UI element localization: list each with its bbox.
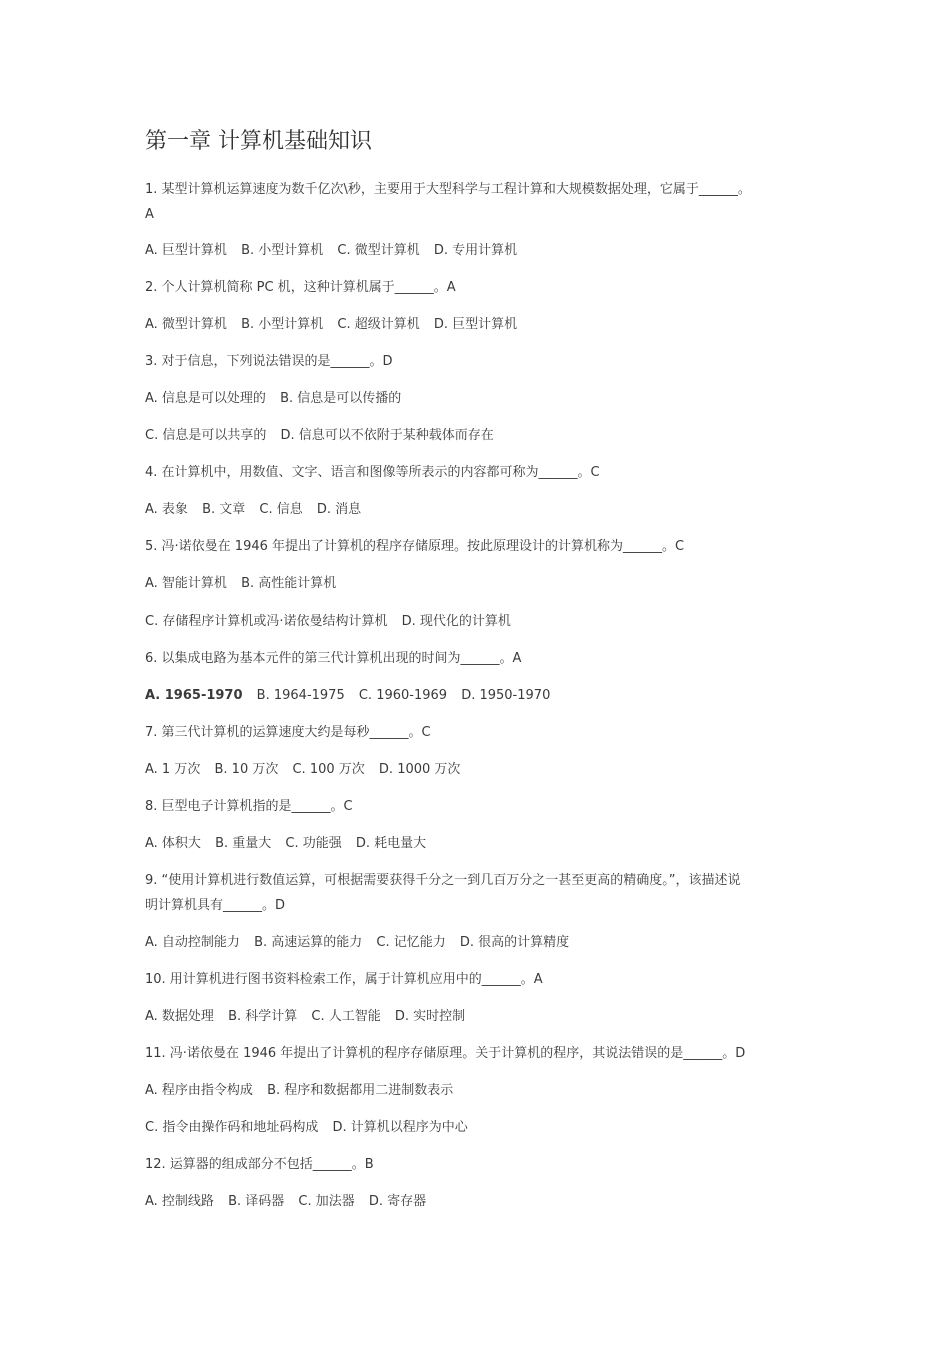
question-5-text: 5. 冯·诺依曼在 1946 年提出了计算机的程序存储原理。按此原理设计的计算机称为______。C bbox=[145, 539, 685, 554]
option-d: D. 专用计算机 bbox=[433, 243, 518, 258]
question-8-text: 8. 巨型电子计算机指的是______。C bbox=[145, 799, 353, 814]
option-a: A. 微型计算机 bbox=[145, 317, 227, 332]
question-10-options bbox=[145, 1007, 475, 1027]
option-c: C. 人工智能 bbox=[311, 1009, 381, 1024]
option-b: B. 高速运算的能力 bbox=[254, 935, 363, 950]
option-d: D. 现代化的计算机 bbox=[401, 614, 511, 629]
option-d: D. 很高的计算精度 bbox=[459, 935, 570, 950]
question-1-answer: A bbox=[145, 207, 154, 222]
question-5-options-row1 bbox=[145, 574, 346, 594]
option-d: D. 耗电量大 bbox=[355, 836, 427, 851]
question-9-text-cont: 明计算机具有______。D bbox=[145, 898, 286, 913]
question-11-options-row2 bbox=[145, 1118, 478, 1138]
question-12-options bbox=[145, 1192, 436, 1212]
question-3-options-row1 bbox=[145, 389, 411, 409]
option-d: D. 信息可以不依附于某种载体而存在 bbox=[280, 428, 494, 443]
question-10-text: 10. 用计算机进行图书资料检索工作，属于计算机应用中的______。A bbox=[145, 972, 543, 987]
option-c: C. 指令由操作码和地址码构成 bbox=[145, 1120, 319, 1135]
question-2-options bbox=[145, 315, 527, 335]
option-a: A. 信息是可以处理的 bbox=[145, 391, 266, 406]
option-a: A. 控制线路 bbox=[145, 1194, 214, 1209]
option-b: B. 1964-1975 bbox=[256, 688, 345, 703]
option-a: A. 数据处理 bbox=[145, 1009, 214, 1024]
option-c: C. 信息是可以共享的 bbox=[145, 428, 267, 443]
question-11-options-row1 bbox=[145, 1081, 463, 1101]
option-d: D. 实时控制 bbox=[394, 1009, 466, 1024]
option-d: D. 1950-1970 bbox=[461, 688, 551, 703]
option-a: A. 表象 bbox=[145, 502, 188, 517]
option-c: C. 功能强 bbox=[285, 836, 342, 851]
question-7-options bbox=[145, 760, 470, 780]
question-12-text: 12. 运算器的组成部分不包括______。B bbox=[145, 1157, 374, 1172]
option-b: B. 译码器 bbox=[228, 1194, 285, 1209]
question-5-options-row2 bbox=[145, 612, 521, 632]
option-c: C. 记忆能力 bbox=[376, 935, 446, 950]
option-d: D. 消息 bbox=[316, 502, 362, 517]
option-b: B. 小型计算机 bbox=[241, 243, 324, 258]
question-9-options bbox=[145, 933, 579, 953]
option-c: C. 超级计算机 bbox=[337, 317, 420, 332]
option-a: A. 自动控制能力 bbox=[145, 935, 240, 950]
option-d: D. 计算机以程序为中心 bbox=[332, 1120, 468, 1135]
question-1-options bbox=[145, 241, 527, 261]
option-b: B. 信息是可以传播的 bbox=[280, 391, 402, 406]
option-c: C. 存储程序计算机或冯·诺依曼结构计算机 bbox=[145, 614, 388, 629]
option-a: A. 1 万次 bbox=[145, 762, 201, 777]
option-b: B. 小型计算机 bbox=[241, 317, 324, 332]
question-4-text: 4. 在计算机中，用数值、文字、语言和图像等所表示的内容都可称为______。C bbox=[145, 465, 600, 480]
question-3-options-row2 bbox=[145, 426, 504, 446]
option-d: D. 寄存器 bbox=[368, 1194, 427, 1209]
option-c: C. 信息 bbox=[259, 502, 303, 517]
option-d: D. 1000 万次 bbox=[378, 762, 461, 777]
option-b: B. 重量大 bbox=[215, 836, 272, 851]
question-11-text: 11. 冯·诺依曼在 1946 年提出了计算机的程序存储原理。关于计算机的程序，其说法错误的是______。D bbox=[145, 1046, 746, 1061]
option-c: C. 微型计算机 bbox=[337, 243, 420, 258]
option-c: C. 1960-1969 bbox=[358, 688, 448, 703]
option-b: B. 程序和数据都用二进制数表示 bbox=[267, 1083, 454, 1098]
option-a: A. 体积大 bbox=[145, 836, 201, 851]
option-a: A. 程序由指令构成 bbox=[145, 1083, 253, 1098]
option-a: A. 巨型计算机 bbox=[145, 243, 227, 258]
option-b: B. 高性能计算机 bbox=[241, 576, 337, 591]
option-c: C. 加法器 bbox=[298, 1194, 355, 1209]
question-8-options bbox=[145, 834, 436, 854]
option-d: D. 巨型计算机 bbox=[433, 317, 518, 332]
question-9-text: 9. “使用计算机进行数值运算，可根据需要获得千分之一到几百万分之一甚至更高的精确度。”，该描述说 bbox=[145, 873, 741, 888]
question-2-text: 2. 个人计算机简称 PC 机，这种计算机属于______。A bbox=[145, 280, 456, 295]
question-6-options bbox=[145, 686, 560, 706]
option-a: A. 1965-1970 bbox=[145, 688, 243, 703]
option-b: B. 10 万次 bbox=[214, 762, 279, 777]
question-6-text: 6. 以集成电路为基本元件的第三代计算机出现的时间为______。A bbox=[145, 651, 522, 666]
question-4-options bbox=[145, 500, 371, 520]
option-c: C. 100 万次 bbox=[292, 762, 365, 777]
option-b: B. 文章 bbox=[202, 502, 246, 517]
question-7-text: 7. 第三代计算机的运算速度大约是每秒______。C bbox=[145, 725, 431, 740]
question-1-text: 1. 某型计算机运算速度为数千亿次\秒，主要用于大型科学与工程计算和大规模数据处理，它属于______。 bbox=[145, 182, 751, 197]
option-b: B. 科学计算 bbox=[228, 1009, 298, 1024]
question-3-text: 3. 对于信息，下列说法错误的是______。D bbox=[145, 354, 393, 369]
chapter-title: 第一章 计算机基础知识 bbox=[145, 129, 372, 154]
option-a: A. 智能计算机 bbox=[145, 576, 227, 591]
